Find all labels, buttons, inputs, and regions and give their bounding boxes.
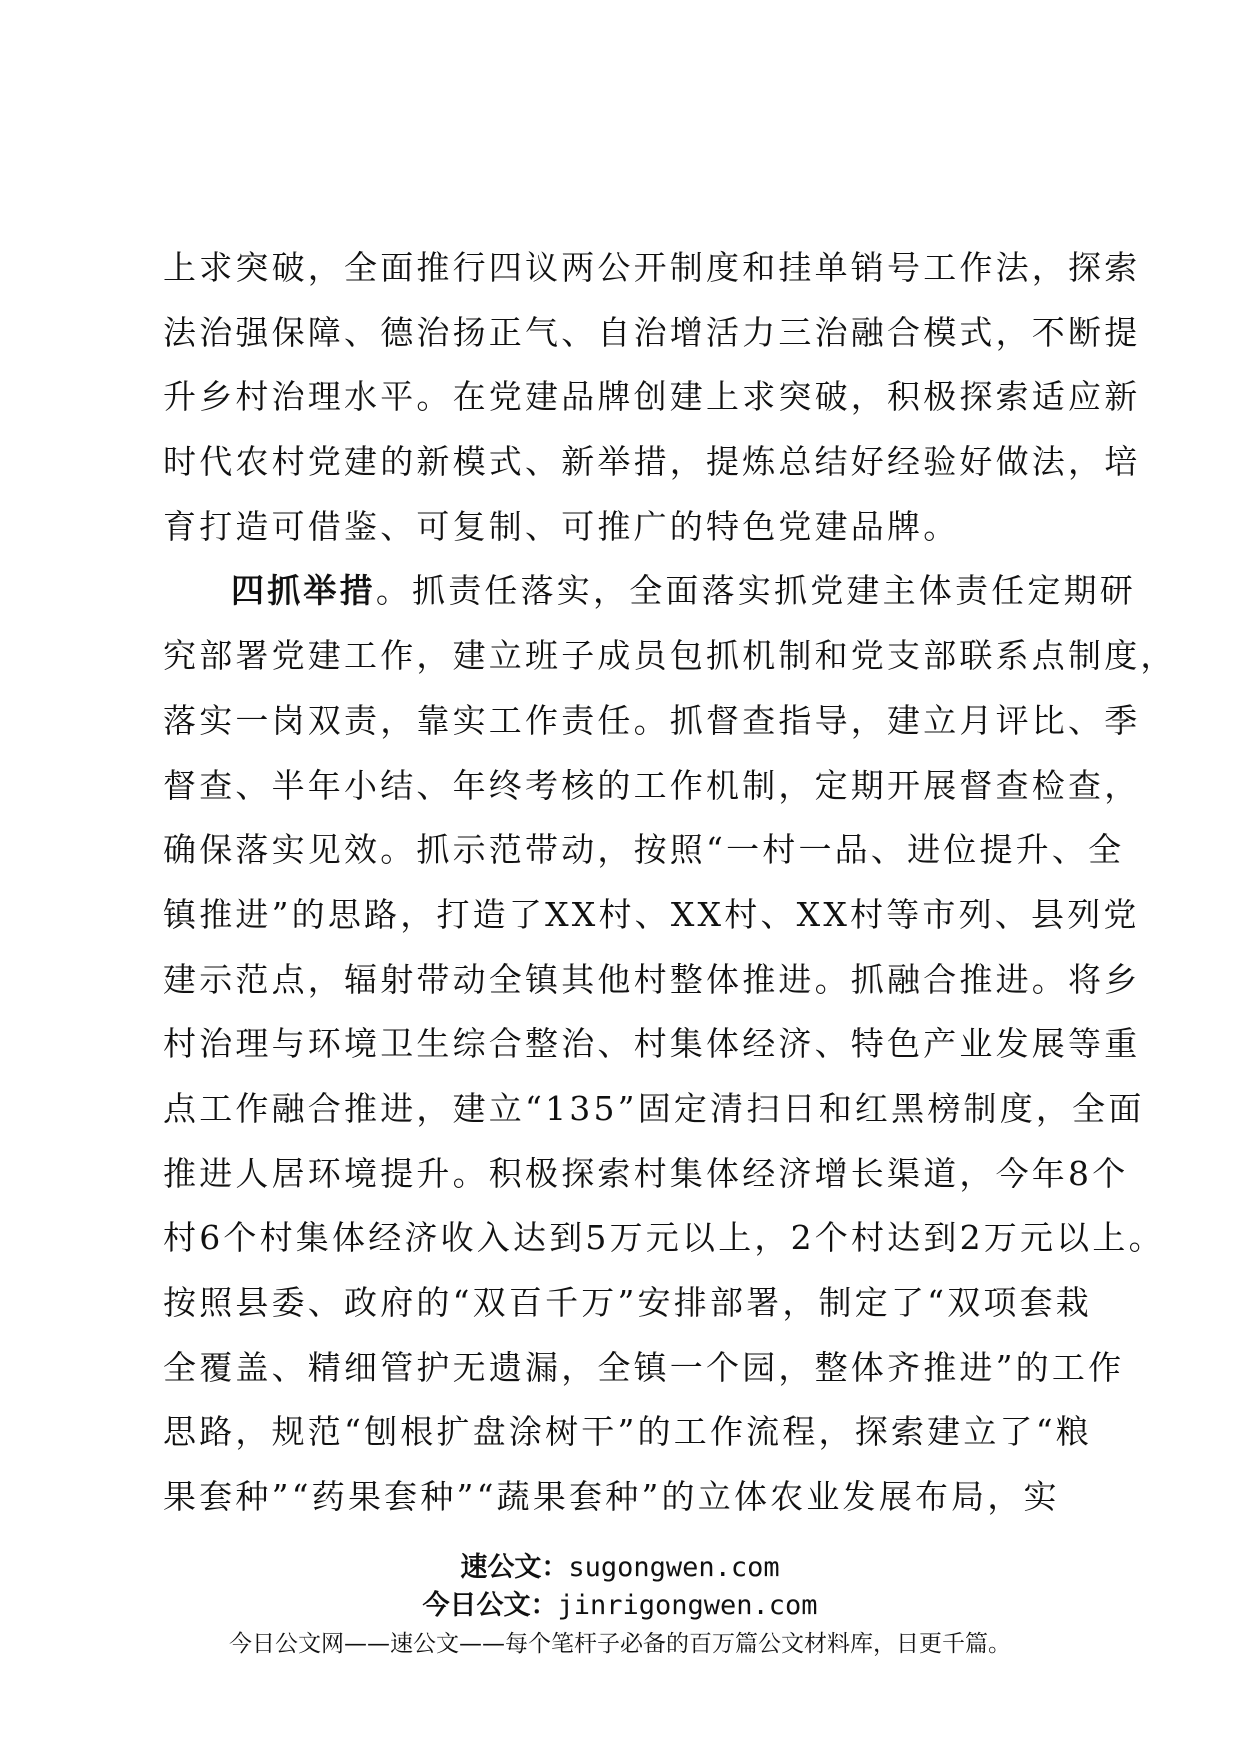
text-line: 育打造可借鉴、可复制、可推广的特色党建品牌。 [163, 506, 960, 546]
text-line: 法治强保障、德治扬正气、自治增活力三治融合模式，不断提 [163, 312, 1141, 352]
footer-link[interactable]: sugongwen.com [568, 1552, 780, 1583]
text-line: 全覆盖、精细管护无遗漏，全镇一个园，整体齐推进”的工作 [163, 1347, 1125, 1387]
text-line: 镇推进”的思路，打造了XX村、XX村、XX村等市列、县列党 [163, 894, 1140, 934]
text-line: 督查、半年小结、年终考核的工作机制，定期开展督查检查， [163, 765, 1141, 805]
text-line: 点工作融合推进，建立“135”固定清扫日和红黑榜制度，全面 [163, 1088, 1145, 1128]
footer-label: 今日公文： [422, 1590, 558, 1621]
footer-label: 速公文： [460, 1552, 569, 1583]
text-line: 时代农村党建的新模式、新举措，提炼总结好经验好做法，培 [163, 442, 1141, 482]
paragraph-heading: 四抓举措 [231, 571, 376, 611]
text-line: 究部署党建工作，建立班子成员包抓机制和党支部联系点制度， [163, 636, 1177, 676]
footer-tagline: 今日公文网——速公文——每个笔杆子必备的百万篇公文材料库，日更千篇。 [229, 1631, 1011, 1657]
footer-link[interactable]: jinrigongwen.com [557, 1590, 818, 1621]
text-line: 推进人居环境提升。积极探索村集体经济增长渠道，今年8个 [163, 1153, 1129, 1193]
footer-sugongwen [0, 1550, 1240, 1586]
text-line: 确保落实见效。抓示范带动，按照“一村一品、进位提升、全 [163, 830, 1125, 870]
text-line: 建示范点，辐射带动全镇其他村整体推进。抓融合推进。将乡 [163, 959, 1141, 999]
text-line: 村治理与环境卫生综合整治、村集体经济、特色产业发展等重 [163, 1024, 1141, 1064]
footer-jinrigongwen [0, 1588, 1240, 1624]
paragraph-first-line [163, 559, 1137, 624]
text-line: 上求突破，全面推行四议两公开制度和挂单销号工作法，探索 [163, 248, 1141, 287]
text-line: 落实一岗双责，靠实工作责任。抓督查指导，建立月评比、季 [163, 700, 1141, 740]
document-body [163, 236, 1177, 1530]
text-line: 思路，规范“刨根扩盘涂树干”的工作流程，探索建立了“粮 [163, 1412, 1093, 1452]
text-line-rest: 。抓责任落实，全面落实抓党建主体责任定期研 [375, 571, 1137, 611]
text-line: 村6个村集体经济收入达到5万元以上，2个村达到2万元以上。 [163, 1218, 1165, 1258]
text-line: 升乡村治理水平。在党建品牌创建上求突破，积极探索适应新 [163, 377, 1141, 417]
text-line: 果套种”“药果套种”“蔬果套种”的立体农业发展布局，实 [163, 1477, 1060, 1517]
text-line: 按照县委、政府的“双百千万”安排部署，制定了“双项套栽 [163, 1283, 1093, 1322]
